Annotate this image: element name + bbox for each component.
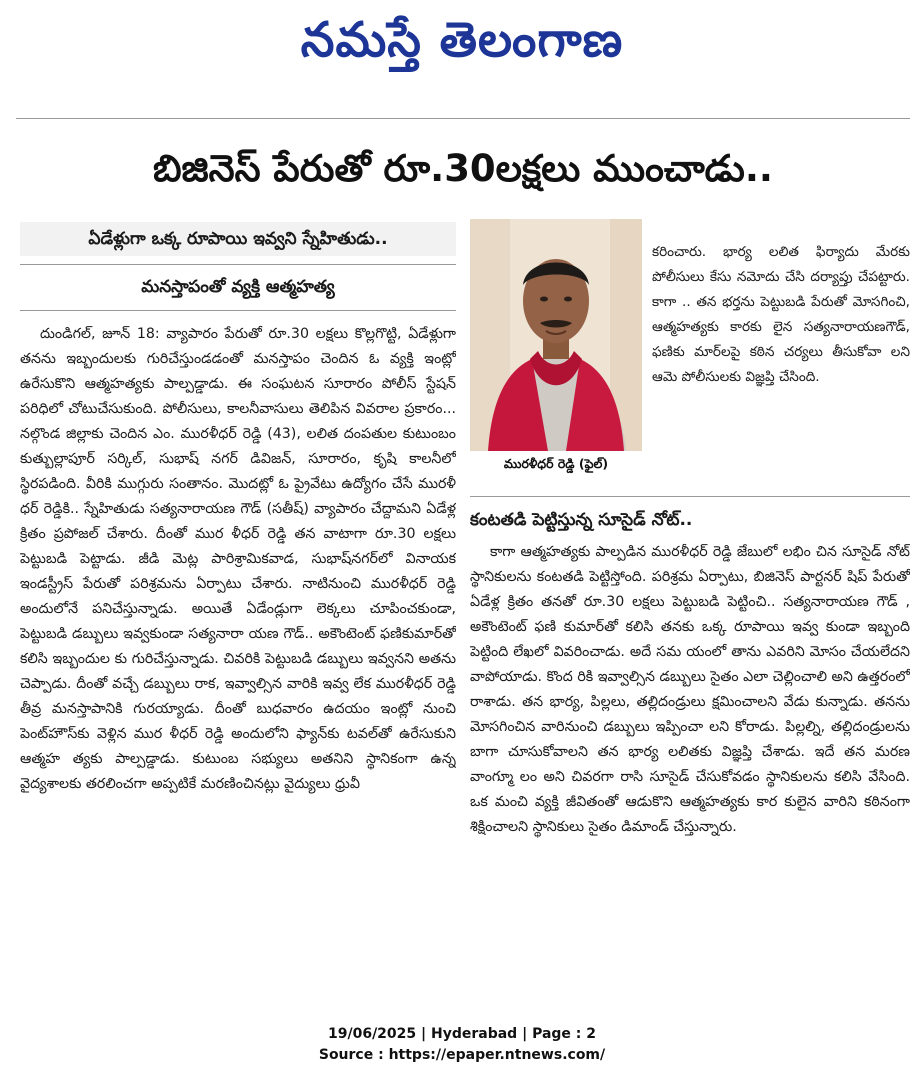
article-subheading-2: మనస్తాపంతో వ్యక్తి ఆత్మహత్య [141, 277, 335, 297]
section-divider [470, 496, 910, 497]
footer-source: Source : https://epaper.ntnews.com/ [318, 1047, 606, 1063]
article-headline: బిజినెస్ పేరుతో రూ.30లక్షలు ముంచాడు.. [153, 147, 773, 190]
section-heading: కంటతడి పెట్టిస్తున్న సూసైడ్ నోట్.. [470, 510, 693, 530]
subheading-divider-top [20, 264, 456, 265]
article-body-right-top [652, 240, 910, 490]
article-subheading-1: ఏడేళ్లుగా ఒక్క రూపాయి ఇవ్వని స్నేహితుడు.. [20, 222, 456, 256]
article-body-right-bottom [470, 540, 910, 990]
photo-caption: మురళీధర్ రెడ్డి (ఫైల్) [470, 451, 642, 477]
person-photo [470, 219, 642, 451]
article-paragraph-left: దుండిగల్, జూన్ 18: వ్యాపారం పేరుతో రూ.30 లక్షలు కొల్లగొట్టి, ఏడేళ్లుగా తనను ఇబ్బందులకు గురిచేస్తుండడంతో మనస్తాపం చెందిన ఓ వ్యక్తి ఇంట్లో ఉరేసుకొని ఆత్మహత్యకు పాల్పడ్డాడు. ఈ సంఘటన సూరారం పోలీస్ స్టేషన్ పరిధిలో చోటుచేసుకుంది. పోలీసులు, కాలనీవాసులు తెలిపిన వివరాల ప్రకారం... నల్గొండ జిల్లాకు చెందిన ఎం. మురళీధర్ రెడ్డి (43), లలిత దంపతుల కుటుంబం కుత్బుల్లాపూర్ సర్కిల్, సుభాష్ నగర్ డివిజన్, సూరారం, కృషి కాలనీలో స్థిరపడింది. వీరికి ముగ్గురు సంతానం. మొదట్లో ఓ ప్రైవేటు ఉద్యోగం చేసే మురళీ ధర్ రెడ్డికి.. స్నేహితుడు సత్యనారాయణ గౌడ్ (సతీష్) వ్యాపారం చేద్దామని ఏడేళ్ల క్రితం ప్రపోజల్ చేశారు. దీంతో ముర ళీధర్ రెడ్డి తన వాటాగా రూ.30 లక్షలు పెట్టుబడి పెట్టాడు. జీడి మెట్ల పారిశ్రామికవాడ, సుభాష్‌నగర్‌లో వినాయక ఇండస్ట్రీస్ పేరుతో పరిశ్రమను ఏర్పాటు చేశారు. నాటినుంచి మురళీధర్ రెడ్డి అందులోనే పనిచేస్తున్నాడు. అయితే ఏడేండ్లుగా లెక్కలు చూపించకుండా, పెట్టుబడి డబ్బులు ఇవ్వకుండా సత్యనారా యణ గౌడ్.. అకౌంటెంట్ ఫణికుమార్‌తో కలిసి ఇబ్బందుల కు గురిచేస్తున్నాడు. చివరికి పెట్టుబడి డబ్బులు ఇవ్వనని అతను చెప్పాడు. దీంతో వచ్చే డబ్బులు రాక, ఇవ్వాల్సిన వారికి ఇవ్వ లేక మురళీధర్ రెడ్డి తీవ్ర మనస్తాపానికి గురయ్యాడు. దీంతో బుధవారం ఉదయం ఇంట్లో నుంచి పెంట్‌హౌస్‌కు వెళ్లిన ముర ళీధర్ రెడ్డి అందులోని ఫ్యాన్‌కు టవల్‌తో ఉరేసుకుని ఆత్మహ త్యకు పాల్పడ్డాడు. కుటుంబ సభ్యులు అతనిని స్థానికంగా ఉన్న వైద్యశాలకు తరలించగా అప్పటికే మరణించినట్లు వైద్యులు ధ్రువీ [20, 326, 456, 792]
subheading-divider-bottom [20, 310, 456, 311]
article-body-left-column [20, 322, 456, 992]
footer-dateline: 19/06/2025 | Hyderabad | Page : 2 [327, 1026, 597, 1042]
article-paragraph-right-top: కరించారు. భార్య లలిత ఫిర్యాదు మేరకు పోలీసులు కేసు నమోదు చేసి దర్యాప్తు చేపట్టారు. కాగా .. తన భర్తను పెట్టుబడి పేరుతో మోసగించి, ఆత్మహత్యకు కారకు లైన సత్యనారాయణగౌడ్, ఫణికు మార్‌లపై కఠిన చర్యలు తీసుకోవా లని ఆమె పోలీసులకు విజ్ఞప్తి చేసింది. [652, 244, 910, 385]
newspaper-title: నమస్తే తెలంగాణ [300, 12, 624, 68]
person-photo-illustration [470, 219, 642, 451]
page-footer [0, 1024, 924, 1066]
masthead [0, 0, 924, 80]
article-paragraph-right-bottom: కాగా ఆత్మహత్యకు పాల్పడిన మురళీధర్ రెడ్డి జేబులో లభిం చిన సూసైడ్ నోట్ స్థానికులను కంటతడి పెట్టిస్తోంది. పరిశ్రమ ఏర్పాటు, బిజినెస్ పార్టనర్ షిప్ పేరుతో ఏడేళ్ల క్రితం తనతో రూ.30 లక్షలు పెట్టుబడి పెట్టించి.. సత్యనారాయణ గౌడ్ , అకౌంటెంట్ ఫణి కుమార్‌తో కలిసి తనకు ఒక్క రూపాయి ఇవ్వ కుండా ఇబ్బంది పెట్టింది లేఖలో వివరించాడు. అదే సమ యంలో తాను ఎవరిని మోసం చేయలేదని వాపోయాడు. కొంద రికి ఇవ్వాల్సిన డబ్బులు సైతం ఎలా చెల్లించాలి అని ఉత్తరంలో రాశాడు. తన భార్య, పిల్లలు, తల్లిదండ్రులు క్షమించాలని వేడు కున్నాడు. తనను మోసగించిన వారినుంచి డబ్బులు ఇప్పించా లని కోరాడు. పిల్లల్ని, తల్లిదండ్రులను బాగా చూసుకోవాలని తన భార్య లలితకు విజ్ఞప్తి చేశాడు. ఇదే తన మరణ వాంగ్మూ లం అని చివరగా రాసి సూసైడ్ చేసుకోవడం స్థానికులను కలిసి వేసింది. ఒక మంచి వ్యక్తి జీవితంతో ఆడుకొని ఆత్మహత్యకు కార కులైన వారిని కఠినంగా శిక్షించాలని స్థానికులు సైతం డిమాండ్ చేస్తున్నారు. [470, 544, 910, 835]
masthead-divider [16, 118, 910, 119]
